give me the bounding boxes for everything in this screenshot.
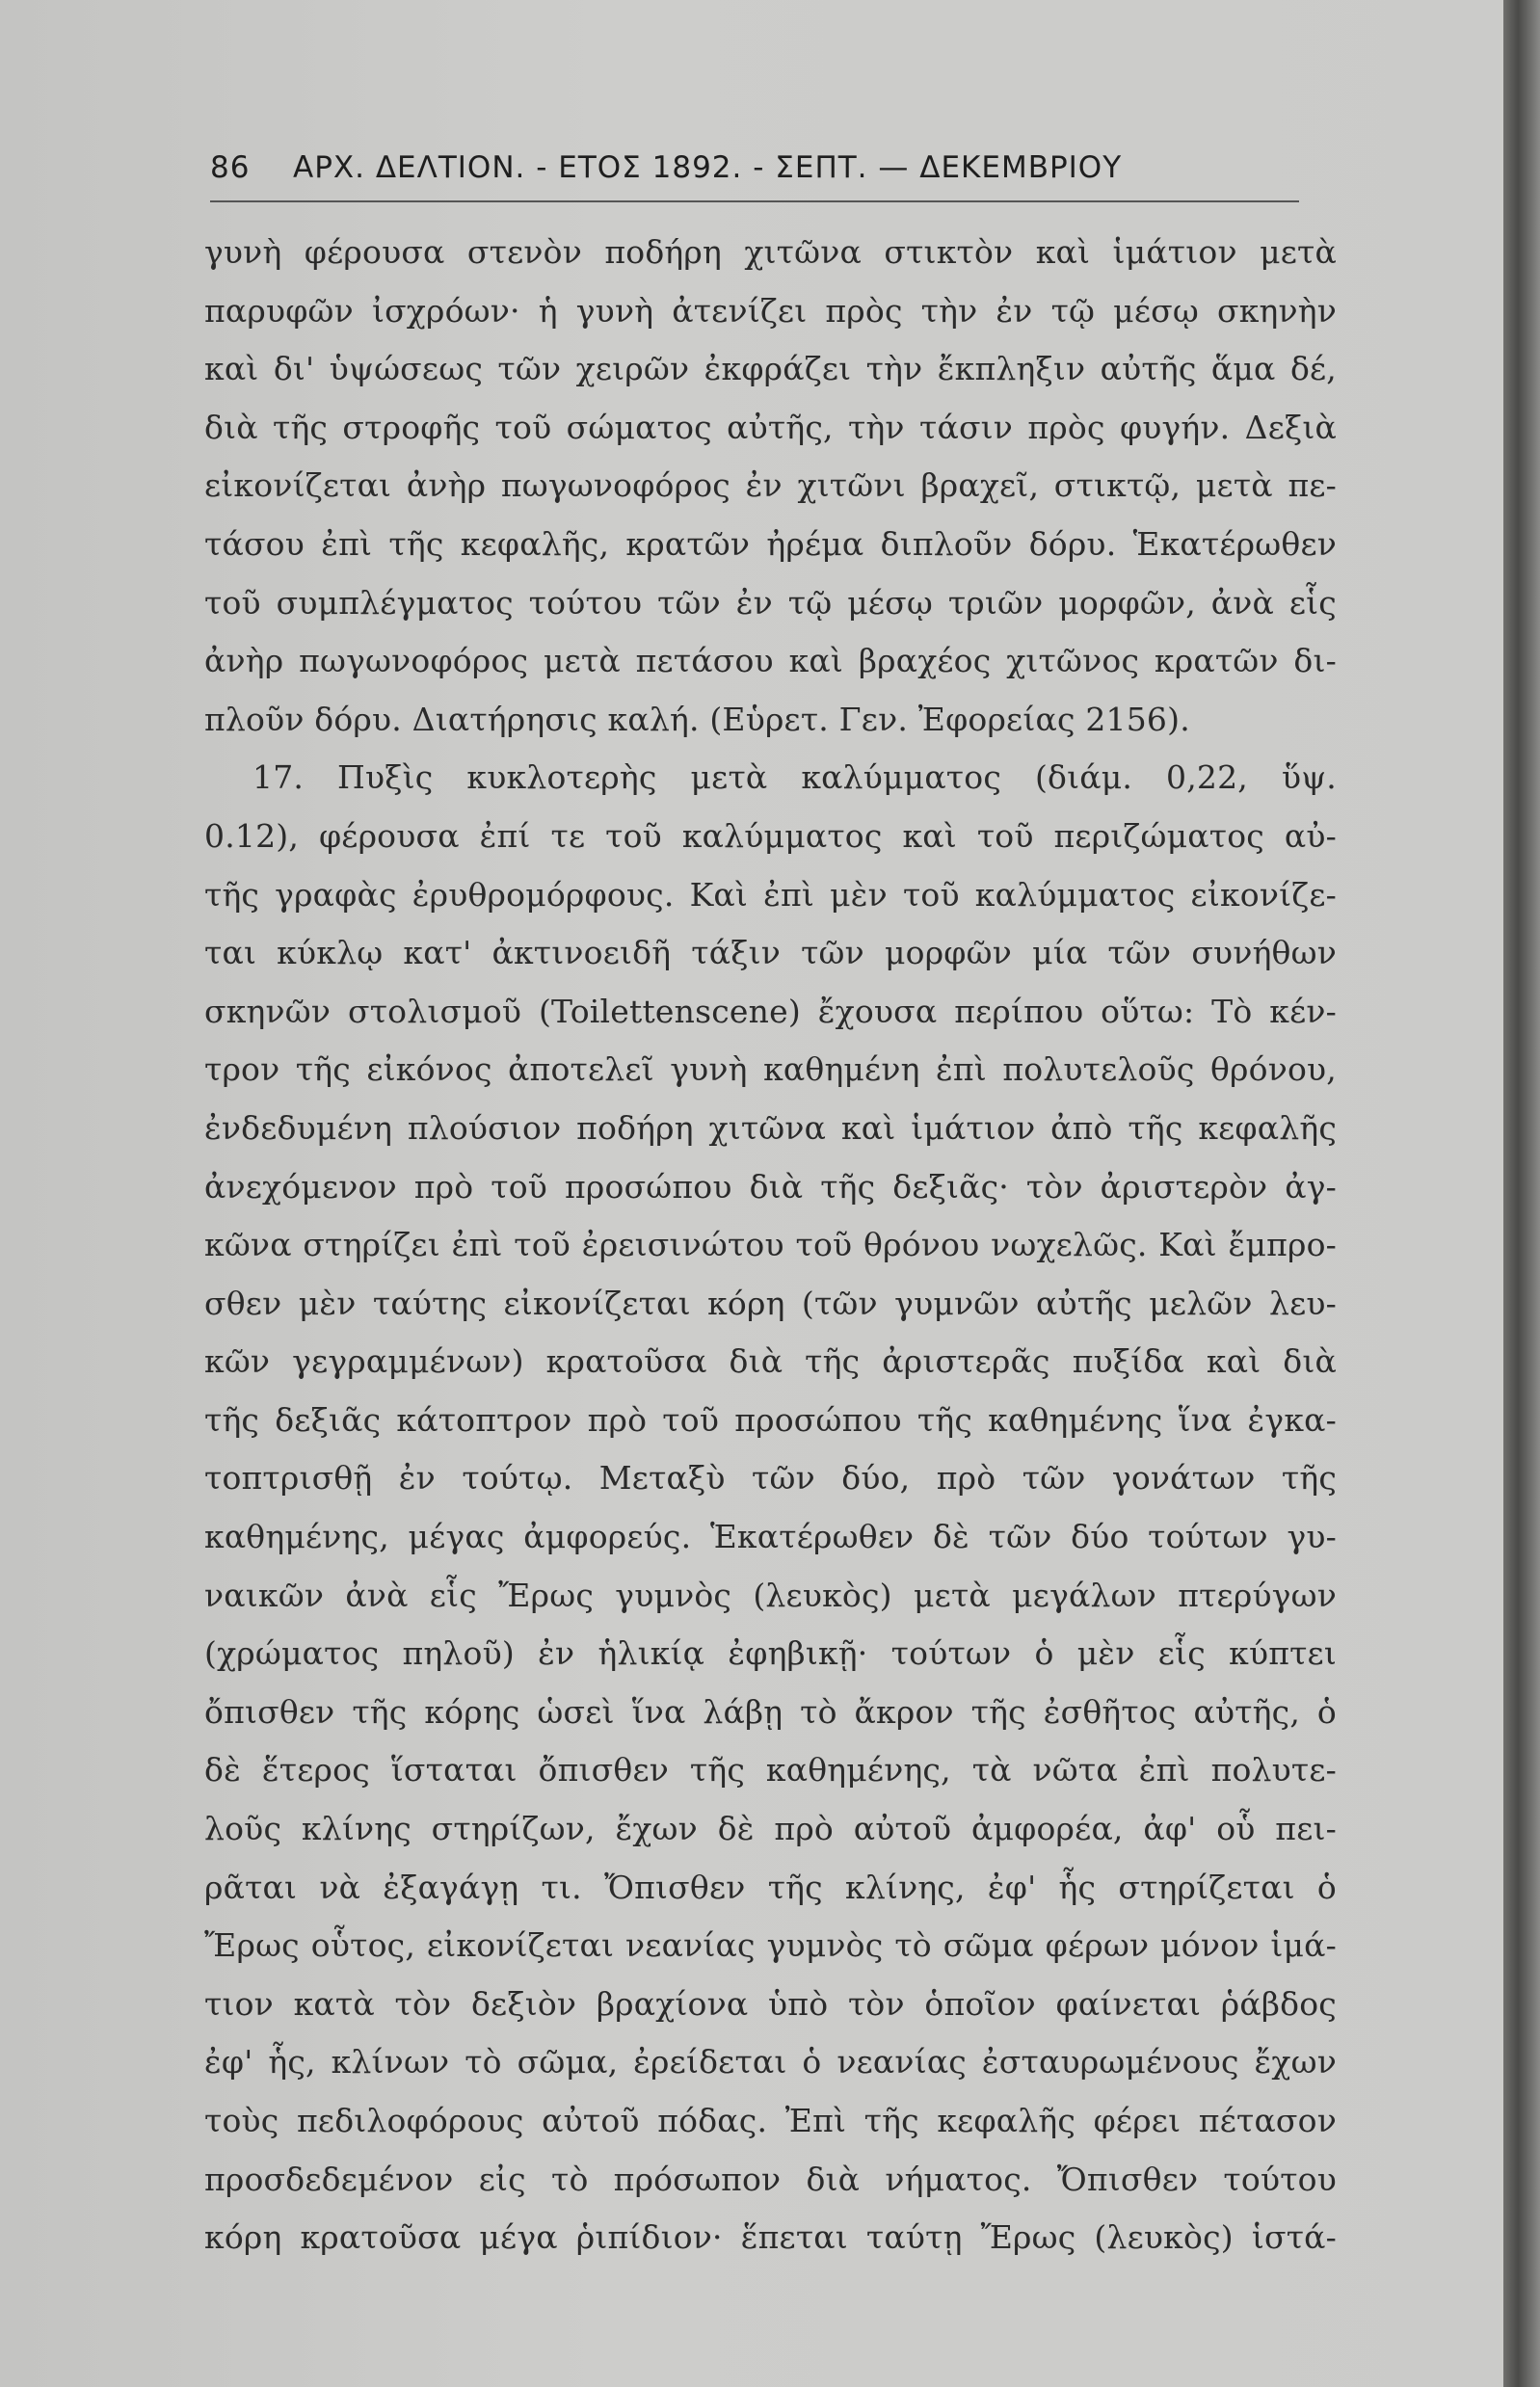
text-line: τάσου ἐπὶ τῆς κεφαλῆς, κρατῶν ἠρέμα διπλοῦν δόρυ. Ἑκατέρωθεν xyxy=(204,524,1337,563)
text-line: (χρώματος πηλοῦ) ἐν ἡλικίᾳ ἐφηβικῇ· τούτων ὁ μὲν εἷς κύπτει xyxy=(204,1634,1337,1673)
text-line: τρον τῆς εἰκόνος ἀποτελεῖ γυνὴ καθημένη ἐπὶ πολυτελοῦς θρόνου, xyxy=(204,1050,1337,1089)
text-line: ἐφ' ἧς, κλίνων τὸ σῶμα, ἐρείδεται ὁ νεανίας ἐσταυρωμένους ἔχων xyxy=(204,2043,1337,2082)
text-line: εἰκονίζεται ἀνὴρ πωγωνοφόρος ἐν χιτῶνι βραχεῖ, στικτῷ, μετὰ πε- xyxy=(204,466,1337,505)
text-line: ἀνεχόμενον πρὸ τοῦ προσώπου διὰ τῆς δεξιᾶς· τὸν ἀριστερὸν ἀγ- xyxy=(204,1167,1337,1206)
text-line: καὶ δι' ὑψώσεως τῶν χειρῶν ἐκφράζει τὴν ἔκπληξιν αὐτῆς ἅμα δέ, xyxy=(204,350,1337,388)
text-line: τοὺς πεδιλοφόρους αὐτοῦ πόδας. Ἐπὶ τῆς κεφαλῆς φέρει πέτασον xyxy=(204,2102,1337,2139)
text-line: Ἔρως οὗτος, εἰκονίζεται νεανίας γυμνὸς τὸ σῶμα φέρων μόνον ἱμά- xyxy=(204,1926,1337,1965)
text-line: κῶν γεγραμμένων) κρατοῦσα διὰ τῆς ἀριστερᾶς πυξίδα καὶ διὰ xyxy=(204,1342,1337,1381)
text-line: τῆς γραφὰς ἐρυθρομόρφους. Καὶ ἐπὶ μὲν τοῦ καλύμματος εἰκονίζε- xyxy=(204,875,1337,914)
header-rule xyxy=(210,200,1299,202)
text-line: δὲ ἕτερος ἵσταται ὄπισθεν τῆς καθημένης, τὰ νῶτα ἐπὶ πολυτε- xyxy=(204,1751,1337,1790)
text-line: προσδεδεμένον εἰς τὸ πρόσωπον διὰ νήματος. Ὄπισθεν τούτου xyxy=(204,2160,1337,2198)
text-line: παρυφῶν ἰσχρόων· ἡ γυνὴ ἀτενίζει πρὸς τὴν ἐν τῷ μέσῳ σκηνὴν xyxy=(204,291,1337,330)
text-line: κόρη κρατοῦσα μέγα ῥιπίδιον· ἕπεται ταύτῃ Ἔρως (λευκὸς) ἱστά- xyxy=(204,2218,1337,2257)
text-line: ναικῶν ἀνὰ εἷς Ἔρως γυμνὸς (λευκὸς) μετὰ μεγάλων πτερύγων xyxy=(204,1576,1337,1614)
text-line: 17. Πυξὶς κυκλοτερὴς μετὰ καλύμματος (διάμ. 0,22, ὕψ. xyxy=(252,758,1337,797)
text-line: ὄπισθεν τῆς κόρης ὡσεὶ ἵνα λάβῃ τὸ ἄκρον τῆς ἐσθῆτος αὐτῆς, ὁ xyxy=(204,1692,1337,1731)
running-title: ΑΡΧ. ΔΕΛΤΙΟΝ. - ΕΤΟΣ 1892. - ΣΕΠΤ. — ΔΕΚΕΜΒΡΙΟΥ xyxy=(293,150,1123,185)
book-binding-edge xyxy=(1503,0,1540,2387)
text-line: τοῦ συμπλέγματος τούτου τῶν ἐν τῷ μέσῳ τριῶν μορφῶν, ἀνὰ εἷς xyxy=(204,583,1337,622)
text-line: ἀνὴρ πωγωνοφόρος μετὰ πετάσου καὶ βραχέος χιτῶνος κρατῶν δι- xyxy=(204,642,1337,680)
text-line: σθεν μὲν ταύτης εἰκονίζεται κόρη (τῶν γυμνῶν αὐτῆς μελῶν λευ- xyxy=(204,1284,1337,1322)
text-line: τιον κατὰ τὸν δεξιὸν βραχίονα ὑπὸ τὸν ὁποῖον φαίνεται ῥάβδος xyxy=(204,1984,1337,2023)
text-line: κῶνα στηρίζει ἐπὶ τοῦ ἐρεισινώτου τοῦ θρόνου νωχελῶς. Καὶ ἔμπρο- xyxy=(204,1226,1337,1264)
text-line: σκηνῶν στολισμοῦ (Toilettenscene) ἔχουσα περίπου οὕτω: Τὸ κέν- xyxy=(204,992,1337,1030)
text-line: λοῦς κλίνης στηρίζων, ἔχων δὲ πρὸ αὐτοῦ ἀμφορέα, ἀφ' οὗ πει- xyxy=(204,1810,1337,1848)
text-line: ρᾶται νὰ ἐξαγάγῃ τι. Ὄπισθεν τῆς κλίνης, ἐφ' ἧς στηρίζεται ὁ xyxy=(204,1868,1337,1906)
text-line: ἐνδεδυμένη πλούσιον ποδήρη χιτῶνα καὶ ἱμάτιον ἀπὸ τῆς κεφαλῆς xyxy=(204,1108,1337,1147)
body-text xyxy=(204,224,1337,2268)
text-line: 0.12), φέρουσα ἐπί τε τοῦ καλύμματος καὶ τοῦ περιζώματος αὐ- xyxy=(204,816,1337,855)
text-line: διὰ τῆς στροφῆς τοῦ σώματος αὐτῆς, τὴν τάσιν πρὸς φυγήν. Δεξιὰ xyxy=(204,408,1337,446)
text-line: γυνὴ φέρουσα στενὸν ποδήρη χιτῶνα στικτὸν καὶ ἱμάτιον μετὰ xyxy=(204,233,1337,271)
text-line: πλοῦν δόρυ. Διατήρησις καλή. (Εὑρετ. Γεν. Ἐφορείας 2156). xyxy=(204,700,1190,738)
text-line: τοπτρισθῇ ἐν τούτῳ. Μεταξὺ τῶν δύο, πρὸ τῶν γονάτων τῆς xyxy=(204,1459,1337,1498)
text-line: ται κύκλῳ κατ' ἀκτινοειδῆ τάξιν τῶν μορφῶν μία τῶν συνήθων xyxy=(204,934,1337,972)
running-header xyxy=(210,150,1289,185)
text-line: τῆς δεξιᾶς κάτοπτρον πρὸ τοῦ προσώπου τῆς καθημένης ἵνα ἐγκα- xyxy=(204,1400,1337,1439)
page-number: 86 xyxy=(210,150,251,185)
text-line: καθημένης, μέγας ἀμφορεύς. Ἑκατέρωθεν δὲ τῶν δύο τούτων γυ- xyxy=(204,1518,1337,1556)
